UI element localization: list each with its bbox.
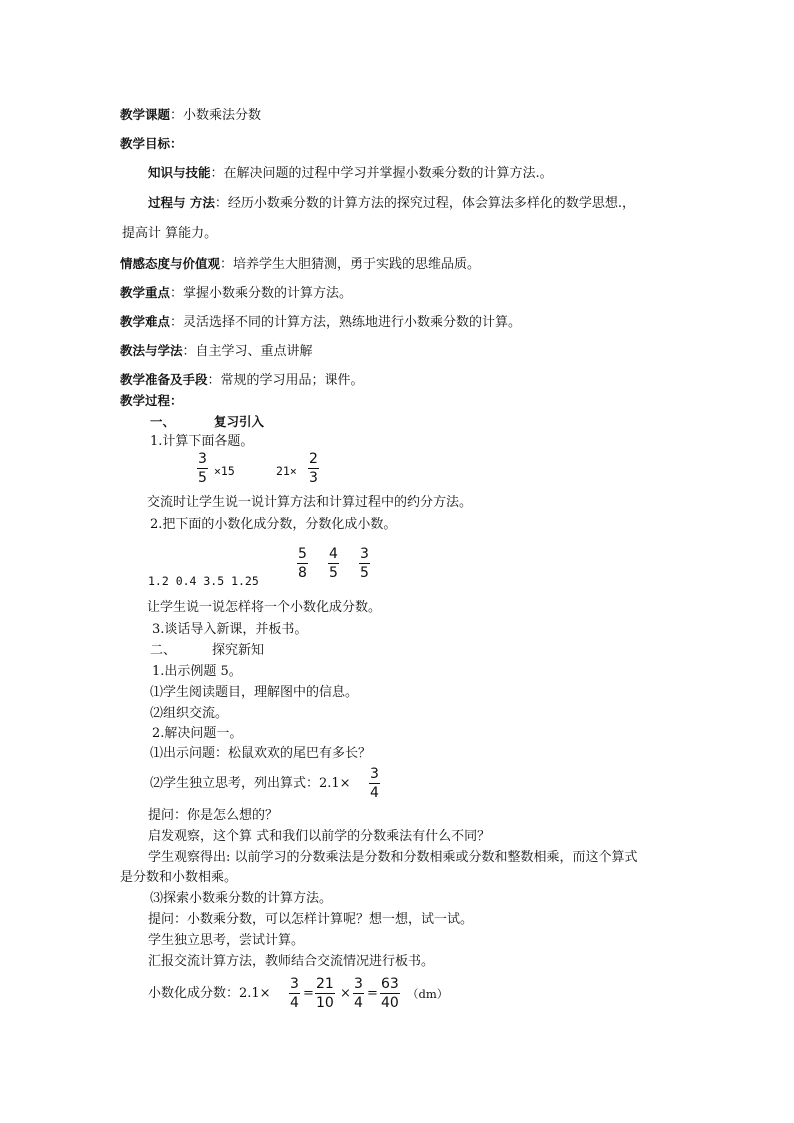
topic-line	[120, 107, 261, 124]
knowledge-line	[148, 165, 553, 182]
fraction-bar	[197, 468, 208, 469]
fraction-bar	[369, 783, 380, 784]
numerator: 2	[309, 451, 318, 467]
denominator: 8	[298, 565, 307, 581]
s1-fraction-3	[359, 546, 370, 581]
numerator: 3	[360, 546, 369, 562]
process-continuation: 提高计 算能力。	[122, 226, 218, 241]
s1-note2: 让学生说一说怎样将一个小数化成分数。	[147, 600, 382, 615]
s1-fraction-2	[328, 546, 339, 581]
final-unit: （dm）	[407, 987, 449, 1001]
numerator: 4	[329, 546, 338, 562]
fraction-bar	[308, 468, 319, 469]
s2-sub5: ⑶探索小数乘分数的计算方法。	[150, 891, 333, 906]
section2-title: 探究新知	[212, 643, 265, 658]
process-line	[148, 195, 635, 212]
s1-item2: 2.把下面的小数化成分数，分数化成小数。	[150, 517, 397, 532]
s1-expr2-head: 21×	[276, 464, 297, 478]
goals-heading: 教学目标：	[120, 136, 183, 151]
fraction-bar	[297, 563, 308, 564]
s2-observe: 学生观察得出: 以前学习的分数乘法是分数和分数相乘或分数和整数相乘，而这个算式	[148, 850, 638, 865]
knowledge-text: ：在解决问题的过程中学习并掌握小数乘分数的计算方法.。	[210, 166, 553, 181]
process-text: ：经历小数乘分数的计算方法的探究过程，体会算法多样化的数学思想.，	[214, 196, 635, 211]
final-equals-1: =	[303, 986, 314, 1001]
emotion-label: 情感态度与价值观	[120, 256, 221, 271]
s1-expr2-fraction	[308, 451, 319, 486]
method-line	[120, 343, 313, 360]
s2-observe-cont: 是分数和小数相乘。	[120, 870, 238, 885]
numerator: 3	[198, 451, 207, 467]
key-point-text: ：掌握小数乘分数的计算方法。	[170, 286, 353, 301]
fraction-bar	[328, 563, 339, 564]
denominator: 4	[290, 995, 299, 1011]
s2-item1: 1.出示例题 5。	[152, 664, 242, 679]
final-times: ×	[340, 986, 351, 1001]
s1-expr1-tail: ×15	[214, 464, 235, 478]
s1-note1: 交流时让学生说一说计算方法和计算过程中的约分方法。	[147, 495, 473, 510]
fraction-bar	[289, 993, 300, 994]
s1-fraction-1	[297, 546, 308, 581]
denominator: 10	[316, 995, 334, 1011]
numerator: 21	[316, 976, 334, 992]
key-point-line	[120, 285, 352, 302]
difficulty-line	[120, 314, 521, 331]
s1-item1: 1.计算下面各题。	[150, 434, 254, 449]
fraction-bar	[380, 993, 400, 994]
prep-line	[120, 372, 364, 389]
denominator: 5	[329, 565, 338, 581]
s2-item2: 2.解决问题一。	[152, 726, 243, 741]
final-fraction-3	[353, 976, 364, 1011]
s2-sub1: ⑴学生阅读题目，理解图中的信息。	[150, 685, 359, 700]
process-heading: 教学过程：	[120, 393, 183, 408]
section1-number: 一、	[150, 414, 176, 429]
final-equals-2: =	[367, 986, 378, 1001]
difficulty-label: 教学难点	[120, 314, 171, 329]
s2-sub3: ⑴出示问题：松鼠欢欢的尾巴有多长？	[150, 746, 372, 761]
final-fraction-2	[315, 976, 335, 1011]
denominator: 4	[370, 785, 379, 801]
denominator: 3	[309, 470, 318, 486]
s2-inspire: 启发观察，这个算 式和我们以前学的分数乘法有什么不同？	[148, 829, 491, 844]
process-label: 过程与 方法	[148, 195, 215, 210]
section2-number: 二、	[150, 643, 177, 658]
emotion-line	[120, 256, 480, 273]
s2-sub4-fraction	[369, 766, 380, 801]
final-fraction-1	[289, 976, 300, 1011]
method-label: 教法与学法	[120, 343, 183, 358]
prep-label: 教学准备及手段	[120, 372, 208, 387]
key-point-label: 教学重点	[120, 285, 171, 300]
numerator: 63	[381, 976, 399, 992]
s2-ask1: 提问：你是怎么想的？	[148, 808, 279, 823]
s2-sub2: ⑵组织交流。	[150, 706, 229, 721]
emotion-text: ：培养学生大胆猜测，勇于实践的思维品质。	[220, 257, 481, 272]
denominator: 40	[381, 995, 399, 1011]
s2-report: 汇报交流计算方法，教师结合交流情况进行板书。	[148, 954, 435, 969]
method-text: ：自主学习、重点讲解	[182, 344, 313, 359]
denominator: 5	[360, 565, 369, 581]
final-fraction-4	[380, 976, 400, 1011]
fraction-bar	[359, 563, 370, 564]
s1-decimals: 1.2 0.4 3.5 1.25	[148, 574, 259, 588]
s2-ask2: 提问：小数乘分数，可以怎样计算呢？想一想，试一试。	[148, 912, 474, 927]
numerator: 5	[298, 546, 307, 562]
denominator: 5	[198, 470, 207, 486]
s1-item3: 3.谈话导入新课，并板书。	[152, 622, 308, 637]
s1-expr1-fraction	[197, 451, 208, 486]
fraction-bar	[315, 993, 335, 994]
numerator: 3	[290, 976, 299, 992]
difficulty-text: ：灵活选择不同的计算方法，熟练地进行小数乘分数的计算。	[170, 315, 522, 330]
topic-value: ：小数乘法分数	[170, 108, 262, 123]
denominator: 4	[354, 995, 363, 1011]
prep-text: ：常规的学习用品；课件。	[207, 373, 364, 388]
knowledge-label: 知识与技能	[148, 165, 211, 180]
section1-title: 复习引入	[214, 414, 265, 429]
s2-sub4: ⑵学生独立思考，列出算式：2.1×	[150, 776, 351, 791]
s2-try: 学生独立思考，尝试计算。	[148, 933, 305, 948]
numerator: 3	[354, 976, 363, 992]
numerator: 3	[370, 766, 379, 782]
topic-label: 教学课题	[120, 107, 171, 122]
fraction-bar	[353, 993, 364, 994]
final-label: 小数化成分数：2.1×	[148, 986, 271, 1001]
